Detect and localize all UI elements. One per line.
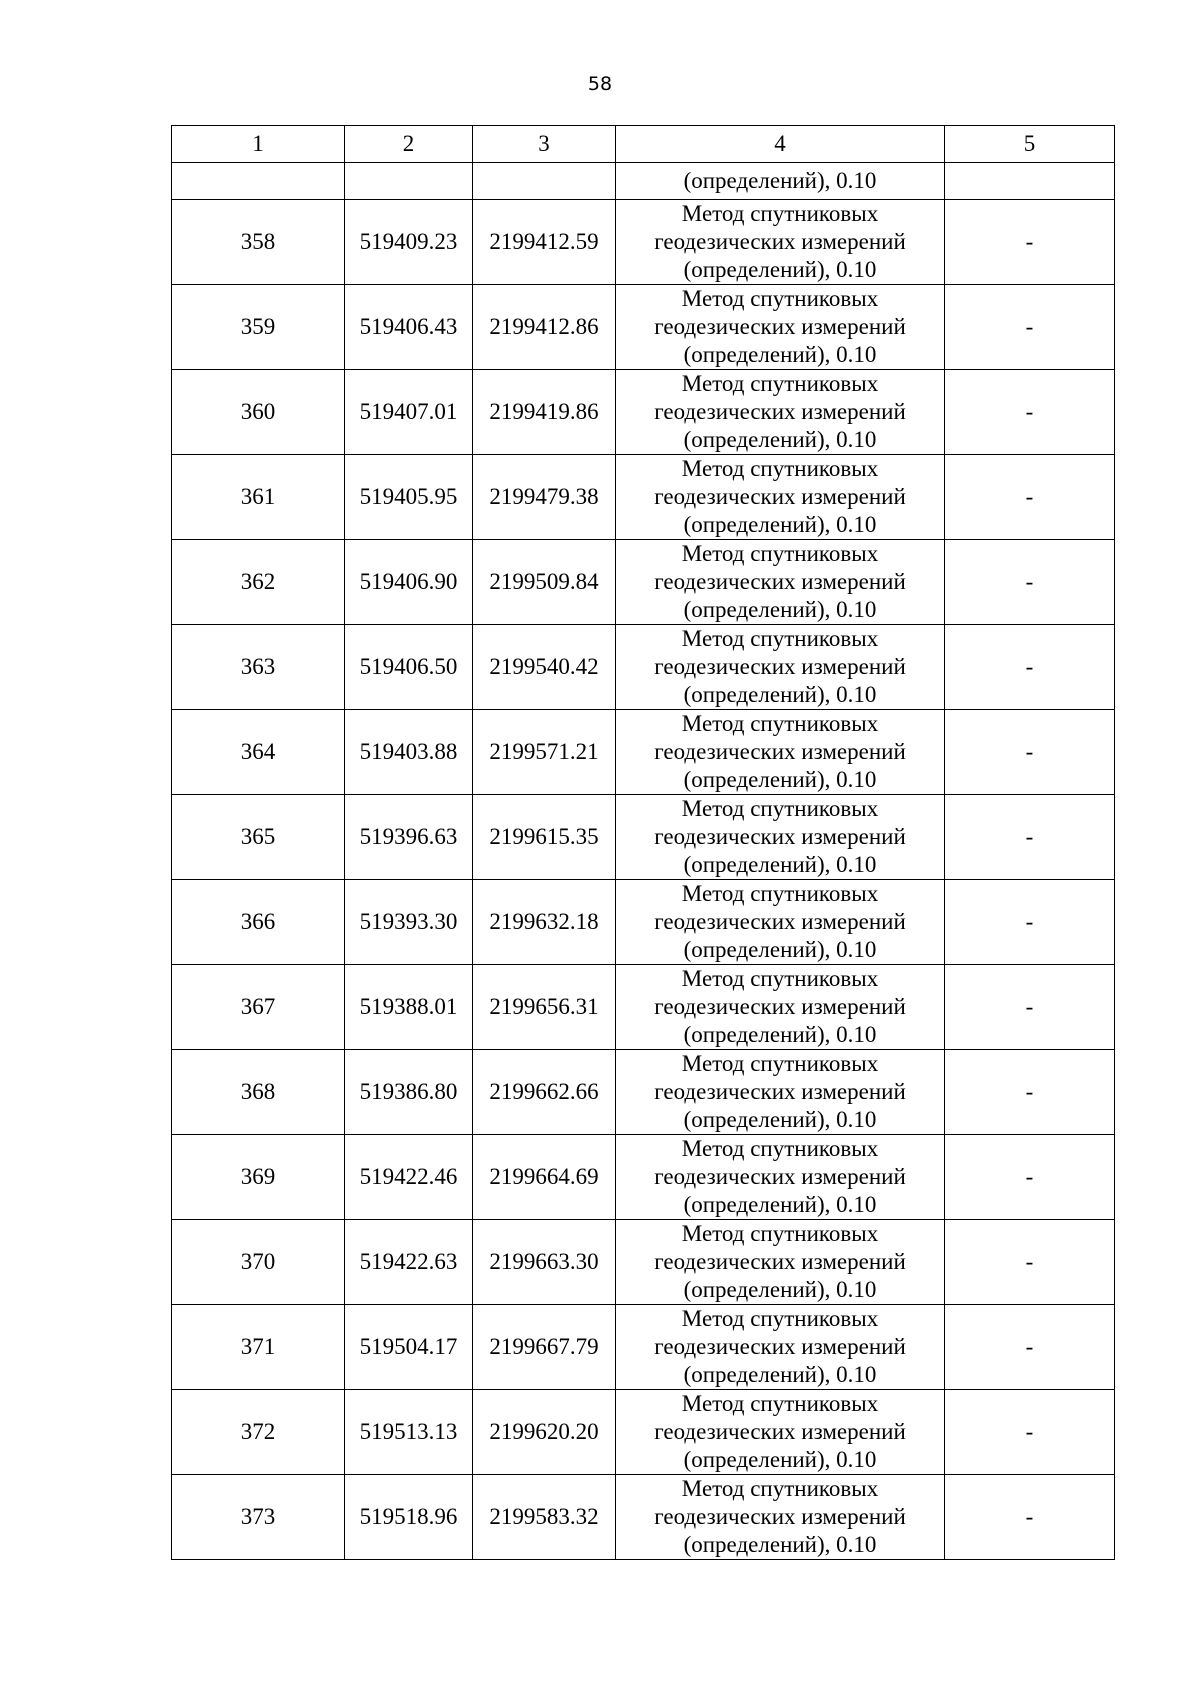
table-row [172,1135,1115,1220]
method-cell [616,455,945,540]
note-cell: - [945,795,1115,880]
method-cell [616,625,945,710]
method-line: (определений), 0.10 [683,1447,877,1472]
table-row [172,1305,1115,1390]
method-line: геодезических измерений [654,739,906,764]
table-row [172,285,1115,370]
method-cell [616,1475,945,1560]
point-number-cell: 371 [172,1305,345,1390]
method-line: геодезических измерений [654,654,906,679]
x-coordinate-cell: 519393.30 [345,880,473,965]
table-row [172,1220,1115,1305]
method-line: Метод спутниковых [681,711,879,736]
point-number-cell: 370 [172,1220,345,1305]
table-row [172,200,1115,285]
note-cell: - [945,1305,1115,1390]
method-line: (определений), 0.10 [683,1532,877,1557]
continuation-row [172,163,1115,200]
point-number-cell: 363 [172,625,345,710]
x-coordinate-cell: 519406.43 [345,285,473,370]
method-line: Метод спутниковых [681,966,879,991]
coordinates-table [171,125,1115,1560]
method-line: геодезических измерений [654,824,906,849]
x-coordinate-cell: 519406.50 [345,625,473,710]
method-cell [616,285,945,370]
method-line: Метод спутниковых [681,1306,879,1331]
note-cell: - [945,1135,1115,1220]
point-number-cell: 361 [172,455,345,540]
method-line: Метод спутниковых [681,1476,879,1501]
method-line: (определений), 0.10 [683,427,877,452]
column-header: 4 [616,126,945,163]
method-line: геодезических измерений [654,909,906,934]
method-cell [616,200,945,285]
column-header: 2 [345,126,473,163]
y-coordinate-cell: 2199620.20 [473,1390,616,1475]
continuation-cell [345,163,473,200]
method-line: геодезических измерений [654,484,906,509]
method-line: Метод спутниковых [681,1221,879,1246]
method-cell [616,1135,945,1220]
table-row [172,540,1115,625]
x-coordinate-cell: 519504.17 [345,1305,473,1390]
table-row [172,795,1115,880]
table-row [172,965,1115,1050]
y-coordinate-cell: 2199540.42 [473,625,616,710]
method-line: геодезических измерений [654,1419,906,1444]
method-cell [616,1220,945,1305]
method-line: (определений), 0.10 [683,342,877,367]
x-coordinate-cell: 519405.95 [345,455,473,540]
x-coordinate-cell: 519422.63 [345,1220,473,1305]
method-line: (определений), 0.10 [683,1277,877,1302]
method-cell [616,540,945,625]
method-line: Метод спутниковых [681,1391,879,1416]
table-body [172,126,1115,1560]
method-line: геодезических измерений [654,994,906,1019]
point-number-cell: 366 [172,880,345,965]
method-line: (определений), 0.10 [683,597,877,622]
x-coordinate-cell: 519407.01 [345,370,473,455]
table-row [172,1390,1115,1475]
point-number-cell: 365 [172,795,345,880]
continuation-cell [945,163,1115,200]
method-line: (определений), 0.10 [683,1022,877,1047]
point-number-cell: 372 [172,1390,345,1475]
method-cell [616,880,945,965]
method-line: (определений), 0.10 [683,682,877,707]
y-coordinate-cell: 2199663.30 [473,1220,616,1305]
method-line: (определений), 0.10 [683,937,877,962]
continuation-method-cell: (определений), 0.10 [616,163,945,200]
x-coordinate-cell: 519513.13 [345,1390,473,1475]
method-line: геодезических измерений [654,1079,906,1104]
x-coordinate-cell: 519409.23 [345,200,473,285]
method-line: Метод спутниковых [681,371,879,396]
continuation-cell [172,163,345,200]
method-line: Метод спутниковых [681,286,879,311]
column-header: 3 [473,126,616,163]
table-row [172,625,1115,710]
method-line: Метод спутниковых [681,456,879,481]
y-coordinate-cell: 2199571.21 [473,710,616,795]
page-number: 58 [587,73,613,95]
method-line: (определений), 0.10 [683,1192,877,1217]
method-cell [616,965,945,1050]
method-cell [616,1050,945,1135]
method-line: (определений), 0.10 [683,852,877,877]
y-coordinate-cell: 2199662.66 [473,1050,616,1135]
table-row [172,880,1115,965]
method-line: Метод спутниковых [681,541,879,566]
method-cell [616,710,945,795]
x-coordinate-cell: 519403.88 [345,710,473,795]
method-line: геодезических измерений [654,229,906,254]
point-number-cell: 362 [172,540,345,625]
method-line: Метод спутниковых [681,626,879,651]
point-number-cell: 369 [172,1135,345,1220]
point-number-cell: 364 [172,710,345,795]
note-cell: - [945,1475,1115,1560]
method-line: (определений), 0.10 [683,1107,877,1132]
note-cell: - [945,540,1115,625]
column-header: 1 [172,126,345,163]
method-cell [616,1390,945,1475]
column-header: 5 [945,126,1115,163]
method-line: (определений), 0.10 [683,257,877,282]
method-line: геодезических измерений [654,1504,906,1529]
table-row [172,710,1115,795]
x-coordinate-cell: 519386.80 [345,1050,473,1135]
y-coordinate-cell: 2199615.35 [473,795,616,880]
point-number-cell: 360 [172,370,345,455]
y-coordinate-cell: 2199412.59 [473,200,616,285]
method-cell [616,370,945,455]
y-coordinate-cell: 2199419.86 [473,370,616,455]
y-coordinate-cell: 2199412.86 [473,285,616,370]
y-coordinate-cell: 2199479.38 [473,455,616,540]
method-cell [616,1305,945,1390]
continuation-cell [473,163,616,200]
method-line: Метод спутниковых [681,1051,879,1076]
point-number-cell: 373 [172,1475,345,1560]
x-coordinate-cell: 519406.90 [345,540,473,625]
note-cell: - [945,965,1115,1050]
x-coordinate-cell: 519422.46 [345,1135,473,1220]
point-number-cell: 358 [172,200,345,285]
y-coordinate-cell: 2199664.69 [473,1135,616,1220]
note-cell: - [945,285,1115,370]
method-line: Метод спутниковых [681,796,879,821]
note-cell: - [945,1050,1115,1135]
table-row [172,370,1115,455]
x-coordinate-cell: 519518.96 [345,1475,473,1560]
note-cell: - [945,625,1115,710]
note-cell: - [945,200,1115,285]
method-line: геодезических измерений [654,1249,906,1274]
point-number-cell: 359 [172,285,345,370]
note-cell: - [945,710,1115,795]
method-line: Метод спутниковых [681,201,879,226]
note-cell: - [945,1390,1115,1475]
note-cell: - [945,455,1115,540]
y-coordinate-cell: 2199509.84 [473,540,616,625]
method-line: геодезических измерений [654,399,906,424]
method-cell [616,795,945,880]
y-coordinate-cell: 2199632.18 [473,880,616,965]
table-row [172,1475,1115,1560]
note-cell: - [945,1220,1115,1305]
method-line: геодезических измерений [654,569,906,594]
point-number-cell: 367 [172,965,345,1050]
method-line: геодезических измерений [654,1164,906,1189]
method-line: (определений), 0.10 [683,1362,877,1387]
table-row [172,455,1115,540]
x-coordinate-cell: 519388.01 [345,965,473,1050]
y-coordinate-cell: 2199583.32 [473,1475,616,1560]
y-coordinate-cell: 2199656.31 [473,965,616,1050]
table-row [172,1050,1115,1135]
header-row [172,126,1115,163]
method-line: Метод спутниковых [681,881,879,906]
method-line: (определений), 0.10 [683,512,877,537]
note-cell: - [945,880,1115,965]
method-line: геодезических измерений [654,1334,906,1359]
method-line: Метод спутниковых [681,1136,879,1161]
note-cell: - [945,370,1115,455]
x-coordinate-cell: 519396.63 [345,795,473,880]
point-number-cell: 368 [172,1050,345,1135]
y-coordinate-cell: 2199667.79 [473,1305,616,1390]
method-line: (определений), 0.10 [683,767,877,792]
method-line: геодезических измерений [654,314,906,339]
